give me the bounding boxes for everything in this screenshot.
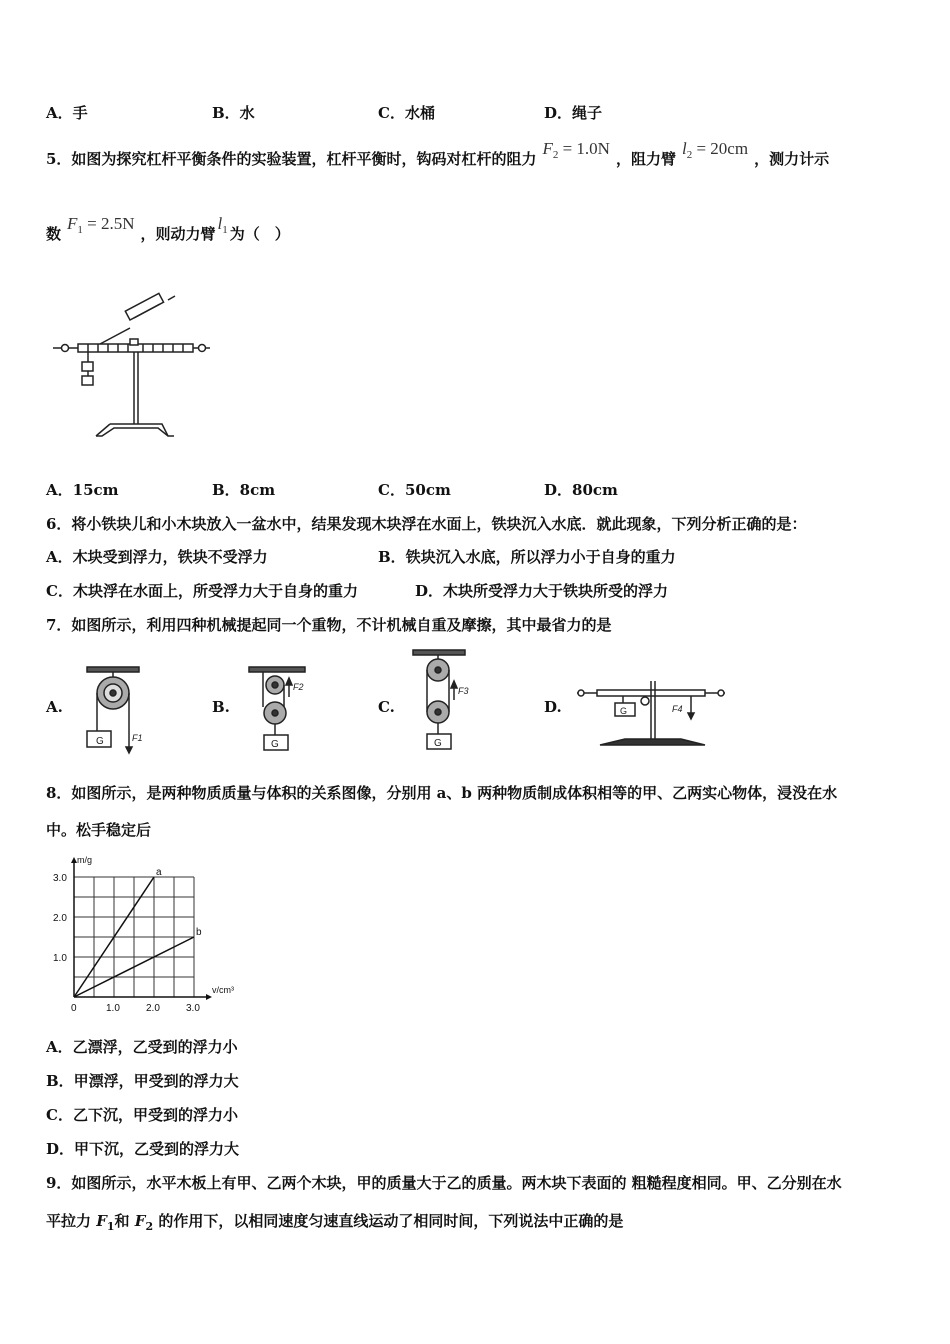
q5-l1: $l_1$ bbox=[217, 214, 228, 236]
x-axis-label: v/cm³ bbox=[212, 985, 234, 995]
q8-option-b: B．甲漂浮，甲受到的浮力大 bbox=[46, 1072, 239, 1090]
q5-f2: $F_2 = 1.0N$ bbox=[542, 139, 610, 161]
q7d-weight-label: G bbox=[620, 706, 628, 716]
q7a-weight-label: G bbox=[96, 736, 104, 747]
y-tick-label: 3.0 bbox=[53, 873, 67, 884]
pulley-system-b-figure bbox=[245, 665, 320, 755]
q8-option-a: A．乙漂浮，乙受到的浮力小 bbox=[46, 1038, 238, 1056]
x-tick-label: 3.0 bbox=[186, 1003, 200, 1014]
q9-question-line2: 平拉力 $F_1$和 $F_2$ 的作用下，以相同速度匀速直线运动了相同时间，下列说法中正确的是 bbox=[46, 1212, 624, 1233]
q4-option-a: A．手 bbox=[46, 104, 88, 122]
y-tick-label: 2.0 bbox=[53, 913, 67, 924]
q7d-force-label: F4 bbox=[672, 704, 683, 714]
x-tick-label: 2.0 bbox=[146, 1003, 160, 1014]
q6-question: 6．将小铁块儿和小木块放入一盆水中，结果发现木块浮在水面上，铁块沉入水底．就此现象，下列分析正确的是： bbox=[46, 515, 807, 533]
q5-option-c: C．50cm bbox=[378, 481, 451, 499]
q5-option-b: B．8cm bbox=[212, 481, 276, 499]
q8-option-c: C．乙下沉，甲受到的浮力小 bbox=[46, 1106, 238, 1124]
q7-label-b: B. bbox=[212, 698, 230, 716]
chart-labels bbox=[53, 855, 234, 1014]
x-tick-label: 0 bbox=[71, 1003, 77, 1014]
q6-option-a: A．木块受到浮力，铁块不受浮力 bbox=[46, 548, 268, 566]
q9-question-line1: 9．如图所示，水平木板上有甲、乙两个木块，甲的质量大于乙的质量。两木块下表面的 粗糙程度相同。甲、乙分别在水 bbox=[46, 1174, 842, 1192]
q5-option-a: A．15cm bbox=[46, 481, 119, 499]
q5-text6: 为（ ） bbox=[229, 225, 290, 243]
x-tick-label: 1.0 bbox=[106, 1003, 120, 1014]
q8-question-line1: 8．如图所示，是两种物质质量与体积的关系图像，分别用 a、b 两种物质制成体积相等的甲、乙两实心物体，浸没在水 bbox=[46, 784, 838, 802]
q4-option-b: B．水 bbox=[212, 104, 255, 122]
q4-option-c: C．水桶 bbox=[378, 104, 435, 122]
q7-label-d: D. bbox=[544, 698, 562, 716]
q6-option-d: D．木块所受浮力大于铁块所受的浮力 bbox=[415, 582, 669, 600]
q5-text5: ，则动力臂 bbox=[140, 225, 216, 243]
q5-text3: ，测力计示 bbox=[754, 150, 830, 168]
q5-text1: 5．如图为探究杠杆平衡条件的实验装置，杠杆平衡时，钩码对杠杆的阻力 bbox=[46, 150, 537, 168]
fixed-pulley-figure bbox=[82, 665, 162, 755]
q5-question-line1 bbox=[46, 139, 830, 171]
q7-question: 7．如图所示，利用四种机械提起同一个重物，不计机械自重及摩擦，其中最省力的是 bbox=[46, 616, 612, 634]
q5-text2: ，阻力臂 bbox=[615, 150, 676, 168]
q7-label-a: A. bbox=[46, 698, 63, 716]
lever-apparatus-figure bbox=[48, 296, 223, 441]
q7b-force-label: F2 bbox=[293, 682, 304, 692]
q7c-weight-label: G bbox=[434, 738, 442, 749]
q5-text4: 数 bbox=[46, 225, 62, 243]
q8-option-d: D．甲下沉，乙受到的浮力大 bbox=[46, 1140, 240, 1158]
q5-option-d: D．80cm bbox=[544, 481, 618, 499]
q7b-weight-label: G bbox=[271, 739, 279, 750]
q7-label-c: C. bbox=[378, 698, 395, 716]
q7a-force-label: F1 bbox=[132, 733, 143, 743]
q4-option-d: D．绳子 bbox=[544, 104, 603, 122]
q5-f1: $F_1 = 2.5N$ bbox=[67, 214, 135, 236]
q5-question-line2 bbox=[46, 214, 290, 246]
q6-option-c: C．木块浮在水面上，所受浮力大于自身的重力 bbox=[46, 582, 358, 600]
q8-question-line2: 中。松手稳定后 bbox=[46, 821, 152, 839]
q6-option-b: B．铁块沉入水底，所以浮力小于自身的重力 bbox=[378, 548, 676, 566]
series-label-a: a bbox=[156, 867, 162, 878]
q5-l2: $l_2 = 20cm$ bbox=[681, 139, 749, 161]
series-label-b: b bbox=[196, 927, 202, 938]
pulley-system-c-figure bbox=[408, 648, 483, 755]
chart-axes bbox=[71, 857, 212, 1000]
lever-d-figure bbox=[575, 675, 730, 753]
y-axis-label: m/g bbox=[77, 855, 93, 865]
chart-grid bbox=[74, 877, 194, 997]
q7c-force-label: F3 bbox=[458, 686, 469, 696]
mass-volume-chart bbox=[40, 855, 250, 1025]
y-tick-label: 1.0 bbox=[53, 953, 67, 964]
